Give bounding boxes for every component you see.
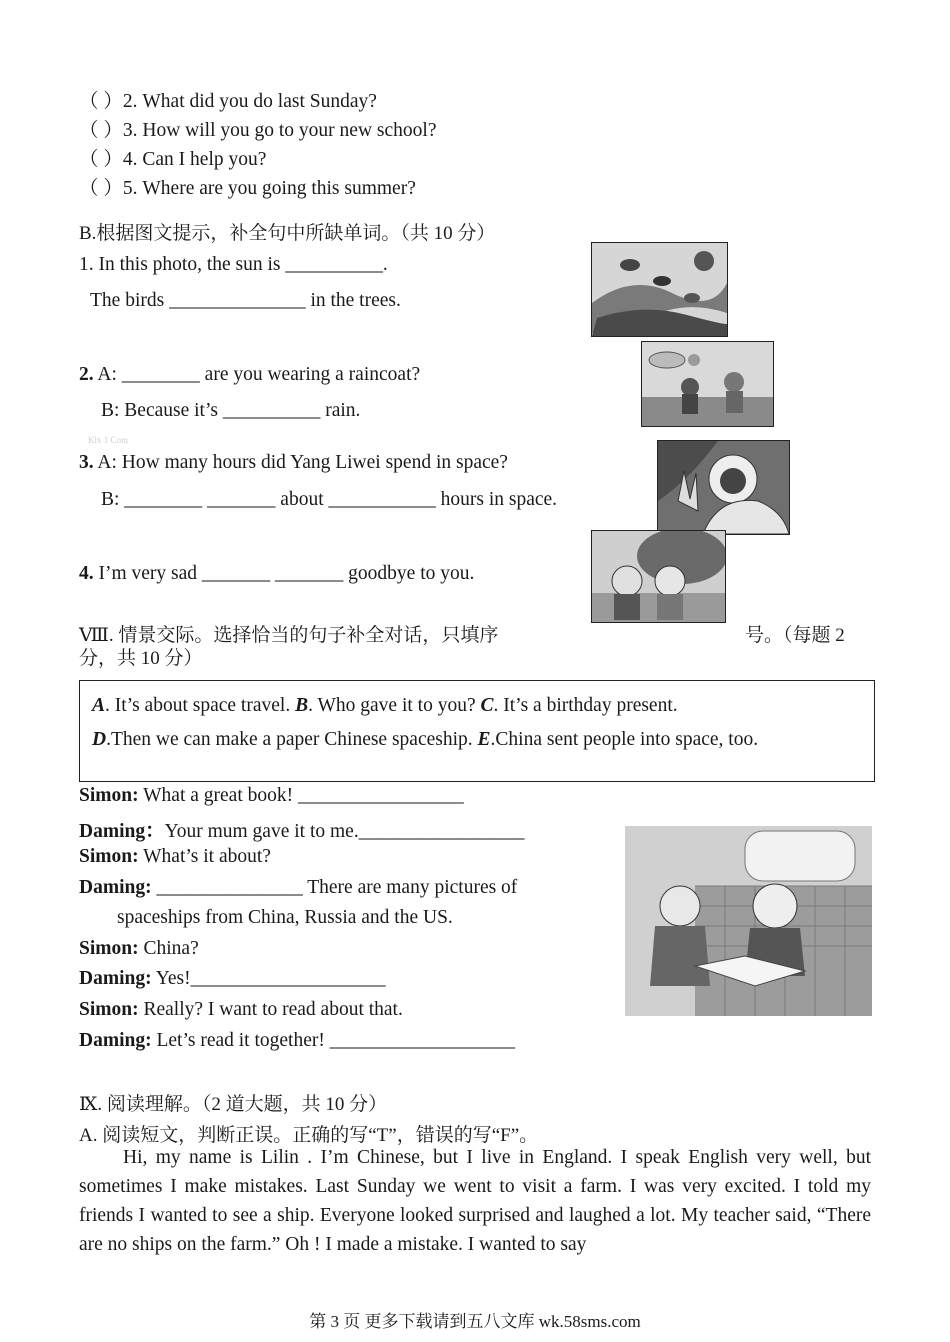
question-item-3 bbox=[79, 114, 436, 142]
option-text: .China sent people into space, too. bbox=[490, 729, 759, 750]
question-item-2 bbox=[79, 85, 377, 113]
goodbye-picture bbox=[591, 530, 726, 623]
dialogue-line bbox=[79, 999, 403, 1021]
answer-paren[interactable]: （ ） bbox=[79, 120, 123, 141]
dialogue-text: spaceships from China, Russia and the US. bbox=[117, 907, 453, 928]
option-text: . It’s a birthday present. bbox=[493, 695, 678, 716]
dialogue-text: Yes!____________________ bbox=[151, 968, 386, 989]
speaker-name: Daming: bbox=[79, 1030, 152, 1051]
question-number: 3. bbox=[79, 452, 94, 473]
question-number: 2. bbox=[79, 364, 94, 385]
astronaut-picture bbox=[657, 440, 790, 535]
speaker-name: Simon: bbox=[79, 846, 139, 867]
question-text: A: ________ are you wearing a raincoat? bbox=[93, 364, 421, 385]
section-ix-heading: Ⅸ. 阅读理解。（2 道大题，共 10 分） bbox=[79, 1094, 388, 1115]
dialogue-line bbox=[79, 877, 517, 899]
question-text: 2. What did you do last Sunday? bbox=[122, 91, 377, 112]
dialogue-text: What’s it about? bbox=[138, 846, 271, 867]
fill-question-1-line1: 1. In this photo, the sun is __________. bbox=[79, 254, 388, 275]
section-ix-sub-a: A. 阅读短文，判断正误。正确的写“T”，错误的写“F”。 bbox=[79, 1125, 539, 1146]
dialogue-line bbox=[79, 1030, 515, 1052]
speaker-name: Simon: bbox=[79, 938, 139, 959]
option-text: .Then we can make a paper Chinese spaceship. bbox=[106, 729, 478, 750]
goodbye-children-illustration-icon bbox=[592, 531, 725, 622]
question-text: 5. Where are you going this summer? bbox=[122, 178, 416, 199]
speaker-name: Daming: bbox=[79, 877, 152, 898]
fill-question-1-line2: The birds ______________ in the trees. bbox=[90, 290, 401, 311]
sun-birds-picture bbox=[591, 242, 728, 337]
page-footer: 第 3 页 更多下载请到五八文库 wk.58sms.com bbox=[309, 1312, 641, 1331]
fill-question-2-line2: B: Because it’s __________ rain. bbox=[101, 400, 361, 421]
option-letter: E bbox=[477, 729, 491, 750]
dialogue-text: Let’s read it together! ___________________ bbox=[151, 1030, 515, 1051]
fill-question-3-line2: B: ________ _______ about ___________ hours in space. bbox=[101, 489, 558, 510]
dialogue-text: Really? I want to read about that. bbox=[138, 999, 403, 1020]
answer-paren[interactable]: （ ） bbox=[79, 91, 123, 112]
options-line-1 bbox=[92, 695, 678, 717]
dialogue-line bbox=[79, 968, 386, 990]
option-letter: D bbox=[92, 729, 107, 750]
option-letter: B bbox=[295, 695, 309, 716]
dialogue-text: What a great book! _________________ bbox=[138, 785, 464, 806]
raincoat-picture bbox=[641, 341, 774, 427]
question-text: 3. How will you go to your new school? bbox=[122, 120, 437, 141]
option-letter: A bbox=[92, 695, 106, 716]
speaker-name: Daming: bbox=[79, 968, 152, 989]
options-line-2 bbox=[92, 729, 758, 751]
dialogue-text: China? bbox=[138, 938, 199, 959]
section-viii-heading-left: Ⅷ. 情景交际。选择恰当的句子补全对话，只填序 bbox=[79, 625, 499, 646]
boys-reading-picture bbox=[625, 826, 872, 1016]
question-text: I’m very sad _______ _______ goodbye to you. bbox=[93, 563, 475, 584]
dialogue-text: _______________ There are many pictures of bbox=[151, 877, 518, 898]
astronaut-illustration-icon bbox=[658, 441, 789, 534]
option-text: . It’s about space travel. bbox=[105, 695, 296, 716]
section-viii-heading-line2: 分，共 10 分） bbox=[79, 648, 203, 669]
speaker-name: Simon: bbox=[79, 999, 139, 1020]
fill-question-2-line1 bbox=[79, 364, 420, 386]
answer-paren[interactable]: （ ） bbox=[79, 178, 123, 199]
speaker-name: Daming： bbox=[79, 821, 165, 842]
dialogue-line bbox=[79, 785, 464, 807]
speaker-name: Simon: bbox=[79, 785, 139, 806]
option-letter: C bbox=[480, 695, 494, 716]
fill-question-3-line1 bbox=[79, 452, 508, 474]
rain-children-illustration-icon bbox=[642, 342, 773, 426]
watermark: Klx 1 Com bbox=[88, 435, 129, 445]
section-b-heading: B.根据图文提示，补全句中所缺单词。（共 10 分） bbox=[79, 223, 496, 244]
section-viii-heading-right: 号。（每题 2 bbox=[745, 625, 845, 646]
answer-paren[interactable]: （ ） bbox=[79, 149, 123, 170]
passage-text: Hi, my name is Lilin . I’m Chinese, but I live in England. I speak English very well, but sometimes I make mistakes. Last Sunday we went to visit a farm. I was very excited. I told my friends I wanted to see a ship. Everyone looked surprised and laughed a lot. My teacher said, “There are no ships on the farm.” Oh ! I made a mistake. I wanted to say bbox=[79, 1147, 871, 1255]
dialogue-line bbox=[79, 815, 524, 843]
dialogue-text: Your mum gave it to me._________________ bbox=[164, 821, 525, 842]
question-item-4 bbox=[79, 143, 266, 171]
question-text: A: How many hours did Yang Liwei spend in space? bbox=[93, 452, 508, 473]
question-item-5 bbox=[79, 172, 416, 200]
dialogue-line bbox=[79, 846, 271, 868]
dialogue-line bbox=[79, 938, 199, 960]
reading-passage bbox=[79, 1143, 871, 1259]
option-text: . Who gave it to you? bbox=[308, 695, 481, 716]
dialogue-line bbox=[117, 907, 453, 929]
sun-birds-illustration-icon bbox=[592, 243, 727, 336]
question-text: 4. Can I help you? bbox=[122, 149, 267, 170]
boys-reading-book-illustration-icon bbox=[625, 826, 872, 1016]
question-number: 4. bbox=[79, 563, 94, 584]
fill-question-4-line1 bbox=[79, 563, 474, 585]
